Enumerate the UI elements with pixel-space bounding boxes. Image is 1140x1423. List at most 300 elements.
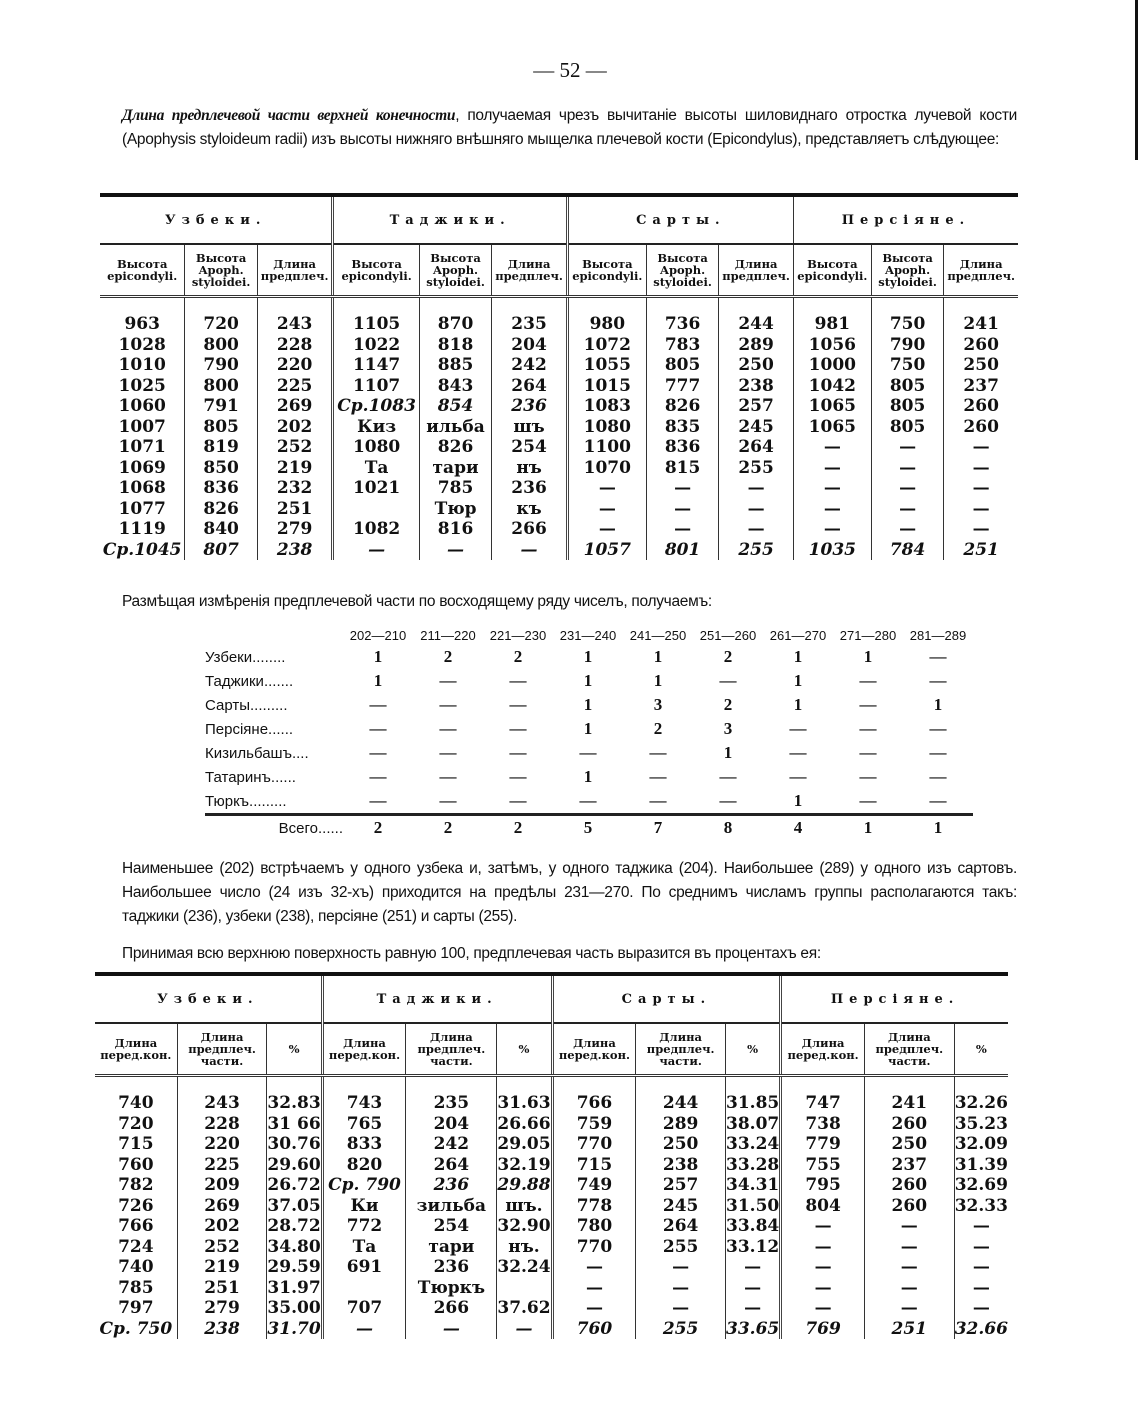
count-cell: — <box>929 647 947 666</box>
count-cell: — <box>929 743 947 762</box>
count-cell: — <box>789 767 807 786</box>
table-cell: — <box>944 437 1018 458</box>
table-cell: 1015 <box>567 376 646 397</box>
count-cell: 1 <box>583 671 593 690</box>
table-cell: 202 <box>257 417 333 438</box>
table-cell: 1077 <box>118 498 166 519</box>
table-cell: 31.50 <box>726 1195 780 1216</box>
table-cell: 31.85 <box>726 1076 781 1114</box>
range-header: 251—260 <box>699 627 757 643</box>
table-cell: 289 <box>636 1114 726 1135</box>
group-header: Персіяне. <box>781 974 1008 1023</box>
table-cell: 805 <box>871 396 944 417</box>
column-header: % <box>497 1023 552 1076</box>
table-cell: — <box>864 1257 954 1278</box>
column-header: Длина предплеч. <box>944 244 1018 297</box>
table-cell: — <box>636 1257 726 1278</box>
table-cell: 835 <box>646 417 719 438</box>
count-cell: 1 <box>653 647 663 666</box>
table-cell: — <box>646 519 719 540</box>
table-cell: 29.05 <box>497 1134 551 1154</box>
count-cell: — <box>649 767 667 786</box>
count-cell: — <box>579 791 597 810</box>
summary-paragraph: Наименьшее (202) встрѣчаемъ у одного узбека и, затѣмъ, у одного таджика (204). Наибольшее (289) у одного изъ сартовъ. Наибольшее число (24 изъ 32-хъ) приходится на предѣлы 231—270. По среднимъ числамъ группы располагаются такъ: таджики (236), узбеки (238), персіяне (251) и сарты (255). <box>122 860 1017 925</box>
table-cell: 37.05 <box>267 1195 321 1216</box>
table-cell: 225 <box>257 376 333 397</box>
count-cell: — <box>509 791 527 810</box>
range-header: 202—210 <box>349 627 407 643</box>
table-cell: — <box>726 1278 781 1299</box>
table-cell: 31.97 <box>267 1277 321 1298</box>
table-cell: 32.90 <box>497 1216 551 1236</box>
count-cell: 1 <box>933 695 943 714</box>
table-cell: 800 <box>185 335 258 356</box>
row-label: Персіяне...... <box>205 720 294 738</box>
table-cell: 1072 <box>567 335 646 356</box>
table-cell: 32.19 <box>497 1154 551 1175</box>
table-cell: 32.83 <box>267 1076 322 1114</box>
table-cell: 269 <box>257 396 333 417</box>
count-cell: — <box>509 671 527 690</box>
count-cell: — <box>649 791 667 810</box>
row-label: Узбеки........ <box>205 648 286 666</box>
table-cell: 749 <box>552 1175 636 1196</box>
count-cell: — <box>719 791 737 810</box>
table-cell: 765 <box>322 1114 406 1135</box>
table-cell: 769 <box>781 1319 865 1340</box>
table-row <box>95 1319 1008 1340</box>
table-row <box>95 1257 1008 1278</box>
table-row <box>100 499 1018 520</box>
table-cell: 1022 <box>333 335 419 356</box>
group-header: Сарты. <box>567 195 793 244</box>
count-cell: — <box>859 719 877 738</box>
table-cell: 235 <box>406 1076 497 1114</box>
count-cell: — <box>369 791 387 810</box>
column-header: Длина предплеч. <box>719 244 794 297</box>
table-cell: — <box>871 437 944 458</box>
table-cell: 279 <box>177 1298 267 1319</box>
table-cell: — <box>567 478 646 499</box>
table-cell: 29.59 <box>267 1257 321 1277</box>
table-cell: 252 <box>257 437 333 458</box>
count-cell: 1 <box>903 815 973 841</box>
table-cell: — <box>552 1278 636 1299</box>
table-cell: 34.80 <box>267 1236 321 1257</box>
table-cell: 818 <box>419 335 492 356</box>
count-cell: 1 <box>863 647 873 666</box>
table-row <box>100 458 1018 479</box>
column-header: Высота epicondyli. <box>333 244 419 297</box>
distribution-row <box>205 741 973 765</box>
table-cell: 242 <box>492 355 568 376</box>
table-cell: 32.66 <box>954 1318 1008 1339</box>
table-cell: 266 <box>492 519 568 540</box>
table-cell: 836 <box>646 437 719 458</box>
count-cell: — <box>439 695 457 714</box>
table-row <box>100 396 1018 417</box>
count-cell: — <box>439 767 457 786</box>
column-header: Длина предплеч. части. <box>864 1023 954 1076</box>
table-row <box>95 1076 1008 1114</box>
table-cell: 784 <box>871 540 944 561</box>
table-cell: — <box>781 1257 865 1278</box>
table-cell: 724 <box>118 1236 154 1257</box>
table-cell: 785 <box>118 1277 154 1298</box>
table-cell: 766 <box>118 1216 154 1236</box>
count-cell: — <box>859 767 877 786</box>
count-cell: 2 <box>443 647 453 666</box>
table-cell: 778 <box>552 1196 636 1217</box>
column-header: Высота Apoph. styloidei. <box>419 244 492 297</box>
count-cell: 1 <box>653 671 663 690</box>
count-cell: — <box>439 743 457 762</box>
row-label: Тюркъ......... <box>205 792 287 810</box>
group-header: Сарты. <box>552 974 781 1023</box>
table-row <box>100 355 1018 376</box>
table-cell: — <box>636 1298 726 1319</box>
distribution-row <box>205 669 973 693</box>
table-cell <box>322 1278 406 1299</box>
table-cell: 250 <box>944 355 1018 376</box>
group-header: Узбеки. <box>100 195 333 244</box>
count-cell: — <box>859 743 877 762</box>
distribution-row <box>205 693 973 717</box>
table-cell: 750 <box>871 297 944 335</box>
count-cell: 2 <box>653 719 663 738</box>
column-header: Высота Apoph. styloidei. <box>185 244 258 297</box>
table-cell: 252 <box>177 1237 267 1258</box>
table-cell: 807 <box>185 540 258 561</box>
table-row <box>100 478 1018 499</box>
table-cell: 759 <box>552 1114 636 1135</box>
table-cell: 251 <box>257 499 333 520</box>
table-cell: 833 <box>322 1134 406 1155</box>
table-cell: 1069 <box>118 457 166 478</box>
table-cell: 238 <box>636 1155 726 1176</box>
group-header: Таджики. <box>322 974 552 1023</box>
table-cell: 209 <box>177 1175 267 1196</box>
table-cell: 254 <box>406 1216 497 1237</box>
table-cell: — <box>871 499 944 520</box>
table-cell: 720 <box>118 1113 154 1134</box>
table-row <box>95 1134 1008 1155</box>
table-cell: 740 <box>118 1093 154 1113</box>
table-cell: 32.24 <box>497 1257 551 1277</box>
table-cell: 805 <box>185 417 258 438</box>
forearm-percent-table <box>95 972 1008 1339</box>
count-cell: 2 <box>413 815 483 841</box>
column-header: Высота epicondyli. <box>567 244 646 297</box>
table-cell: — <box>793 458 871 479</box>
table-cell: 790 <box>871 335 944 356</box>
count-cell: 8 <box>693 815 763 841</box>
table-cell: ильба <box>419 417 492 438</box>
table-cell: 225 <box>177 1155 267 1176</box>
table-cell: — <box>864 1298 954 1319</box>
count-cell: — <box>509 743 527 762</box>
table-cell: 707 <box>322 1298 406 1319</box>
table-cell: 815 <box>646 458 719 479</box>
table-row <box>95 1216 1008 1237</box>
table-cell: 228 <box>177 1114 267 1135</box>
table-cell: 236 <box>406 1175 497 1196</box>
table-cell: 257 <box>719 396 794 417</box>
count-cell: — <box>579 743 597 762</box>
table-cell: 243 <box>177 1076 267 1114</box>
count-cell: 2 <box>723 695 733 714</box>
count-cell: — <box>509 695 527 714</box>
table-row <box>95 1237 1008 1258</box>
table-cell: 220 <box>257 355 333 376</box>
table-cell: 32.09 <box>954 1134 1008 1154</box>
table-cell: 257 <box>636 1175 726 1196</box>
table-cell: 219 <box>257 458 333 479</box>
table-cell: 26.72 <box>267 1175 321 1195</box>
count-cell: — <box>649 743 667 762</box>
table-cell: 1080 <box>567 417 646 438</box>
table-cell: — <box>646 478 719 499</box>
table-cell: 33.84 <box>726 1216 780 1236</box>
column-header: Длина перед.кон. <box>322 1023 406 1076</box>
table-cell: нъ. <box>497 1237 552 1258</box>
column-header: Длина предплеч. <box>492 244 568 297</box>
table-cell: 35.23 <box>954 1113 1008 1134</box>
count-cell: 1 <box>583 695 593 714</box>
table-cell: — <box>944 458 1018 479</box>
table-cell: 826 <box>185 499 258 520</box>
table-cell: 30.76 <box>267 1134 321 1154</box>
table-cell: — <box>781 1237 865 1258</box>
table-cell: 885 <box>419 355 492 376</box>
table-cell: 31.70 <box>267 1318 321 1339</box>
table-cell: 1060 <box>118 396 166 416</box>
table-cell: — <box>871 519 944 540</box>
table-cell: — <box>954 1278 1008 1299</box>
table-cell: 245 <box>719 417 794 438</box>
table-cell: 1065 <box>793 396 871 417</box>
empty-cell <box>205 625 343 645</box>
table-row <box>100 540 1018 561</box>
table-cell: 33.24 <box>726 1134 780 1154</box>
count-cell: — <box>439 791 457 810</box>
row-label: Сарты......... <box>205 696 288 714</box>
table-cell: 202 <box>177 1216 267 1237</box>
count-cell: 2 <box>483 815 553 841</box>
count-cell: 1 <box>583 719 593 738</box>
table-cell: 738 <box>781 1114 865 1135</box>
table-cell: 260 <box>864 1114 954 1135</box>
table-cell: 760 <box>552 1319 636 1340</box>
table-cell: 1107 <box>333 376 419 397</box>
table-cell: 28.72 <box>267 1216 321 1236</box>
distribution-row <box>205 789 973 815</box>
count-cell: 7 <box>623 815 693 841</box>
table-cell: 204 <box>492 335 568 356</box>
range-header: 211—220 <box>420 627 476 643</box>
table-cell: — <box>419 540 492 561</box>
table-cell: — <box>333 540 419 561</box>
count-cell: 1 <box>793 647 803 666</box>
table-cell: Та <box>333 458 419 479</box>
table-cell: Ср.1045 <box>102 539 182 560</box>
count-cell: 1 <box>793 695 803 714</box>
table-cell: 854 <box>419 396 492 417</box>
table-cell: Ср. 750 <box>99 1318 173 1339</box>
table-cell: 31.39 <box>954 1154 1008 1175</box>
table-cell: 237 <box>864 1155 954 1176</box>
table-cell: 255 <box>636 1319 726 1340</box>
table-cell: 32.26 <box>954 1076 1008 1114</box>
table-cell: 251 <box>864 1319 954 1340</box>
table-cell: — <box>726 1298 781 1319</box>
table-row <box>95 1196 1008 1217</box>
table-cell: 836 <box>185 478 258 499</box>
table-cell: 760 <box>118 1154 154 1175</box>
table-row <box>95 1155 1008 1176</box>
table-cell: 782 <box>118 1175 154 1195</box>
count-cell: 5 <box>553 815 623 841</box>
table-cell: — <box>793 478 871 499</box>
table-cell: 264 <box>636 1216 726 1237</box>
table-cell: 1083 <box>567 396 646 417</box>
table-cell: 32.69 <box>954 1175 1008 1195</box>
table-cell: 29.60 <box>267 1154 321 1175</box>
table-cell: 255 <box>719 540 794 561</box>
table-cell: — <box>954 1257 1008 1278</box>
column-header: % <box>267 1023 322 1076</box>
table-cell: 34.31 <box>726 1175 780 1195</box>
table-cell: 29.88 <box>497 1175 551 1195</box>
group-header: Персіяне. <box>793 195 1018 244</box>
table-row <box>100 335 1018 356</box>
table-cell: Ки <box>322 1196 406 1217</box>
column-header: Длина предплеч. части. <box>406 1023 497 1076</box>
table-cell: шъ <box>492 417 568 438</box>
distribution-row <box>205 765 973 789</box>
table-cell: 255 <box>719 458 794 479</box>
table-cell: 250 <box>636 1134 726 1155</box>
table-cell: 779 <box>781 1134 865 1155</box>
table-cell: 980 <box>567 297 646 335</box>
count-cell: 3 <box>723 719 733 738</box>
table-cell: 264 <box>406 1155 497 1176</box>
count-cell: — <box>509 767 527 786</box>
forearm-length-table <box>100 193 1018 560</box>
column-header: Высота Apoph. styloidei. <box>646 244 719 297</box>
table-cell: 805 <box>871 376 944 397</box>
table-cell: — <box>944 478 1018 499</box>
table-cell: 780 <box>552 1216 636 1237</box>
table-cell: 244 <box>636 1076 726 1114</box>
table-cell: 1025 <box>118 375 166 396</box>
table-cell: — <box>793 499 871 520</box>
table-cell: 755 <box>781 1155 865 1176</box>
table-cell: 791 <box>185 396 258 417</box>
table-cell: 32.33 <box>954 1195 1008 1216</box>
table-cell: — <box>719 519 794 540</box>
table-cell: 870 <box>419 297 492 335</box>
table-cell: 1070 <box>567 458 646 479</box>
table-cell: — <box>719 499 794 520</box>
table-cell: — <box>944 499 1018 520</box>
column-header: Высота epicondyli. <box>100 244 185 297</box>
table-cell: 269 <box>177 1196 267 1217</box>
table-cell: Тюркъ <box>406 1278 497 1299</box>
table-cell: 38.07 <box>726 1113 780 1134</box>
table-cell: — <box>492 540 568 561</box>
table-cell: — <box>552 1298 636 1319</box>
table-cell: шъ. <box>497 1196 552 1217</box>
table-cell: 819 <box>185 437 258 458</box>
distribution-intro: Размѣщая измѣренія предплечевой части по восходящему ряду чиселъ, получаемъ: <box>122 593 712 610</box>
count-cell: — <box>929 767 947 786</box>
table-cell: — <box>864 1278 954 1299</box>
table-cell: — <box>871 478 944 499</box>
column-header: Длина перед.кон. <box>781 1023 865 1076</box>
table-cell: 770 <box>552 1134 636 1155</box>
table-cell: 33.28 <box>726 1154 780 1175</box>
table-cell: 266 <box>406 1298 497 1319</box>
table-cell: къ <box>492 499 568 520</box>
count-cell: — <box>719 767 737 786</box>
count-cell: 2 <box>513 647 523 666</box>
table-cell <box>333 499 419 520</box>
count-cell: — <box>859 791 877 810</box>
table-cell: 801 <box>646 540 719 561</box>
count-cell: — <box>369 695 387 714</box>
table-cell: 770 <box>552 1237 636 1258</box>
table-cell: 244 <box>719 297 794 335</box>
table-cell: 250 <box>719 355 794 376</box>
table-cell: 242 <box>406 1134 497 1155</box>
page-number: — 52 — <box>533 58 607 82</box>
table-cell: — <box>719 478 794 499</box>
count-cell: 4 <box>763 815 833 841</box>
table-cell: 1080 <box>333 437 419 458</box>
distribution-row <box>205 717 973 741</box>
table-cell: 963 <box>124 314 160 334</box>
table-cell: — <box>944 519 1018 540</box>
table-cell: 1100 <box>567 437 646 458</box>
table-cell: 1065 <box>793 417 871 438</box>
table-cell: Та <box>322 1237 406 1258</box>
table-cell: — <box>781 1298 865 1319</box>
table-cell: 1056 <box>793 335 871 356</box>
table-cell: 797 <box>118 1298 154 1318</box>
table-cell: 1119 <box>118 519 166 539</box>
table-cell: 785 <box>419 478 492 499</box>
table-cell: 783 <box>646 335 719 356</box>
table-cell: 790 <box>185 355 258 376</box>
range-header: 241—250 <box>629 627 687 643</box>
table-cell: 691 <box>322 1257 406 1278</box>
range-header: 221—230 <box>489 627 547 643</box>
column-header: Высота epicondyli. <box>793 244 871 297</box>
table-row <box>100 417 1018 438</box>
table-cell: 236 <box>492 396 568 417</box>
table-cell: 264 <box>492 376 568 397</box>
table-cell: 31 66 <box>267 1113 321 1134</box>
column-header: Длина перед.кон. <box>95 1023 177 1076</box>
count-cell: — <box>859 671 877 690</box>
count-cell: — <box>929 671 947 690</box>
table-cell: 795 <box>781 1175 865 1196</box>
table-cell: 219 <box>177 1257 267 1278</box>
table-cell: — <box>954 1298 1008 1319</box>
count-cell: — <box>439 719 457 738</box>
table-cell: 1035 <box>793 540 871 561</box>
